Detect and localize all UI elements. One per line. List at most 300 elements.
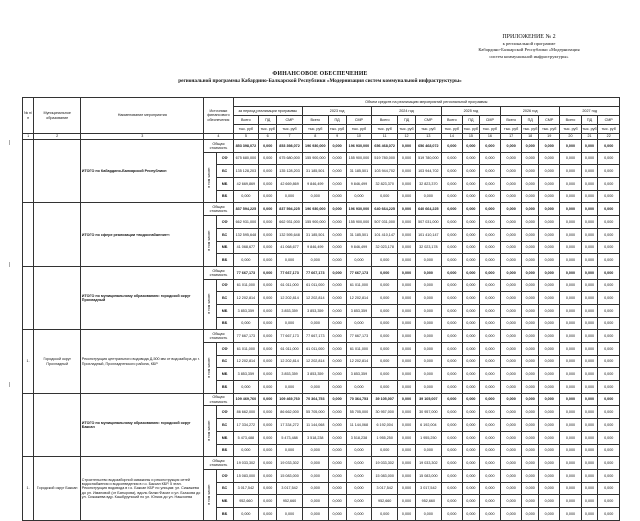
value-cell: 196 930,000 xyxy=(302,140,328,153)
value-cell: 0,000 xyxy=(581,228,598,241)
source-cell: БС xyxy=(216,355,233,368)
value-cell: 0,000 xyxy=(581,241,598,254)
value-cell: 0,000 xyxy=(539,292,560,305)
value-cell: 0,000 xyxy=(372,343,398,356)
value-cell: 0,000 xyxy=(398,304,416,317)
value-cell: 32 023,178 xyxy=(415,241,441,254)
value-cell: 155 900,000 xyxy=(302,216,328,229)
value-cell: 0,000 xyxy=(302,317,328,330)
value-cell: 0,000 xyxy=(598,241,620,254)
value-cell: 0,000 xyxy=(398,355,416,368)
value-cell: 0,000 xyxy=(501,406,522,419)
value-cell: 0,000 xyxy=(328,495,346,508)
value-cell: 32 023,178 xyxy=(372,241,398,254)
value-cell: 0,000 xyxy=(372,507,398,520)
value-cell: 0,000 xyxy=(328,469,346,482)
value-cell: 0,000 xyxy=(398,469,416,482)
value-cell: 0,000 xyxy=(462,495,479,508)
value-cell: 0,000 xyxy=(328,482,346,495)
value-cell: 0,000 xyxy=(398,330,416,343)
value-cell: 0,000 xyxy=(372,266,398,279)
value-cell: 0,000 xyxy=(462,368,479,381)
value-cell: 0,000 xyxy=(398,444,416,457)
value-cell: 0,000 xyxy=(259,266,277,279)
value-cell: 0,000 xyxy=(259,431,277,444)
including-label xyxy=(204,279,216,330)
value-cell: 0,000 xyxy=(598,482,620,495)
header-unit: тыс. руб xyxy=(501,125,522,134)
value-cell: 0,000 xyxy=(560,241,581,254)
value-cell: 0,000 xyxy=(259,140,277,153)
column-number: 21 xyxy=(581,134,598,140)
appendix-line-1: к региональной программе xyxy=(502,41,556,47)
document-title: ФИНАНСОВОЕ ОБЕСПЕЧЕНИЕ xyxy=(272,71,368,77)
value-cell: 0,000 xyxy=(479,457,500,470)
value-cell: 103 944,702 xyxy=(372,165,398,178)
value-cell: 3 853,359 xyxy=(277,304,303,317)
value-cell: 0,000 xyxy=(372,330,398,343)
value-cell: 0,000 xyxy=(598,406,620,419)
value-cell: 0,000 xyxy=(539,203,560,216)
value-cell: 0,000 xyxy=(415,292,441,305)
header-pd: ПД xyxy=(522,116,539,125)
value-cell: 0,000 xyxy=(398,165,416,178)
header-year-2027: 2027 год xyxy=(560,107,620,116)
value-cell: 12 202,814 xyxy=(233,355,259,368)
value-cell: 0,000 xyxy=(598,152,620,165)
header-unit: тыс. руб xyxy=(441,125,462,134)
header-volume: Объем средств на реализацию мероприятий региональной программы xyxy=(233,98,620,107)
table-row xyxy=(23,140,620,153)
value-cell: 656 468,072 xyxy=(372,140,398,153)
value-cell: 675 680,000 xyxy=(277,152,303,165)
value-cell: 0,000 xyxy=(598,165,620,178)
table-row xyxy=(23,266,620,279)
value-cell: 0,000 xyxy=(479,393,500,406)
value-cell: 0,000 xyxy=(462,431,479,444)
value-cell: 0,000 xyxy=(398,343,416,356)
value-cell: 0,000 xyxy=(462,444,479,457)
municipality-cell xyxy=(34,203,81,266)
value-cell: 0,000 xyxy=(598,381,620,394)
value-cell: 15 083,000 xyxy=(233,469,259,482)
value-cell: 0,000 xyxy=(479,254,500,267)
value-cell: 0,000 xyxy=(328,279,346,292)
value-cell: 12 202,814 xyxy=(302,292,328,305)
value-cell: 0,000 xyxy=(479,178,500,191)
header-unit: тыс. руб xyxy=(462,125,479,134)
value-cell: 0,000 xyxy=(560,431,581,444)
value-cell: 0,000 xyxy=(441,178,462,191)
value-cell: 0,000 xyxy=(328,368,346,381)
value-cell: 0,000 xyxy=(598,330,620,343)
value-cell: 0,000 xyxy=(501,507,522,520)
value-cell: 0,000 xyxy=(501,228,522,241)
including-label xyxy=(204,152,216,203)
value-cell: 0,000 xyxy=(522,279,539,292)
municipality-cell xyxy=(34,266,81,329)
value-cell: 0,000 xyxy=(501,393,522,406)
value-cell: 952,660 xyxy=(233,495,259,508)
value-cell: 77 667,173 xyxy=(346,330,372,343)
value-cell: 0,000 xyxy=(539,330,560,343)
value-cell: 0,000 xyxy=(560,507,581,520)
value-cell: 0,000 xyxy=(560,343,581,356)
value-cell: 0,000 xyxy=(398,279,416,292)
value-cell: 0,000 xyxy=(398,140,416,153)
value-cell: 0,000 xyxy=(598,343,620,356)
header-unit: тыс. руб xyxy=(539,125,560,134)
value-cell: 0,000 xyxy=(415,190,441,203)
including-label-text: в том числе: xyxy=(207,293,212,315)
value-cell: 30 957,000 xyxy=(415,406,441,419)
value-cell: 0,000 xyxy=(560,178,581,191)
header-smr: СМР xyxy=(598,116,620,125)
value-cell: 0,000 xyxy=(581,304,598,317)
value-cell: 3 017,542 xyxy=(277,482,303,495)
value-cell: 0,000 xyxy=(522,381,539,394)
column-number: 4 xyxy=(204,134,233,140)
value-cell: 0,000 xyxy=(259,406,277,419)
value-cell: 61 011,000 xyxy=(233,279,259,292)
source-cell: СФ xyxy=(216,406,233,419)
table-body xyxy=(23,134,620,521)
value-cell: 0,000 xyxy=(398,241,416,254)
column-number: 7 xyxy=(277,134,303,140)
value-cell: 0,000 xyxy=(441,152,462,165)
value-cell: 0,000 xyxy=(346,457,372,470)
value-cell: 0,000 xyxy=(441,241,462,254)
value-cell: 0,000 xyxy=(346,444,372,457)
value-cell: 0,000 xyxy=(277,444,303,457)
value-cell: 0,000 xyxy=(328,165,346,178)
column-number: 16 xyxy=(479,134,500,140)
value-cell: 0,000 xyxy=(302,482,328,495)
value-cell: 0,000 xyxy=(522,406,539,419)
value-cell: 0,000 xyxy=(398,152,416,165)
column-number: 8 xyxy=(302,134,328,140)
value-cell: 0,000 xyxy=(501,140,522,153)
value-cell: 0,000 xyxy=(277,190,303,203)
value-cell: 61 011,000 xyxy=(302,343,328,356)
measure-name-cell: ИТОГО по муниципальному образованию: городской округ Прохладный xyxy=(81,266,204,329)
value-cell: 0,000 xyxy=(581,152,598,165)
value-cell: 0,000 xyxy=(479,330,500,343)
value-cell: 0,000 xyxy=(581,165,598,178)
value-cell: 0,000 xyxy=(479,444,500,457)
value-cell: 640 664,225 xyxy=(415,203,441,216)
value-cell: 0,000 xyxy=(277,381,303,394)
column-number: 20 xyxy=(560,134,581,140)
header-unit: тыс. руб xyxy=(598,125,620,134)
value-cell: 0,000 xyxy=(581,140,598,153)
value-cell: 61 011,000 xyxy=(302,279,328,292)
source-cell: СФ xyxy=(216,279,233,292)
value-cell: 0,000 xyxy=(462,292,479,305)
value-cell: 3 518,238 xyxy=(346,431,372,444)
value-cell: 0,000 xyxy=(328,355,346,368)
value-cell: 0,000 xyxy=(581,507,598,520)
value-cell: 0,000 xyxy=(539,469,560,482)
value-cell: 0,000 xyxy=(581,279,598,292)
header-unit: тыс. руб xyxy=(259,125,277,134)
value-cell: 86 662,000 xyxy=(233,406,259,419)
value-cell: 0,000 xyxy=(539,507,560,520)
value-cell: 0,000 xyxy=(441,457,462,470)
table-row xyxy=(23,457,620,470)
value-cell: 0,000 xyxy=(415,343,441,356)
value-cell: 0,000 xyxy=(539,228,560,241)
value-cell: 837 594,225 xyxy=(233,203,259,216)
value-cell: 155 900,000 xyxy=(346,216,372,229)
value-cell: 0,000 xyxy=(501,152,522,165)
value-cell: 55 705,000 xyxy=(302,406,328,419)
source-cell: МБ xyxy=(216,241,233,254)
value-cell: 0,000 xyxy=(398,317,416,330)
value-cell: 42 669,869 xyxy=(233,178,259,191)
value-cell: 0,000 xyxy=(539,266,560,279)
value-cell: 0,000 xyxy=(598,431,620,444)
value-cell: 0,000 xyxy=(539,241,560,254)
value-cell: 0,000 xyxy=(581,178,598,191)
margin-mark xyxy=(9,140,12,145)
including-label xyxy=(204,343,216,394)
value-cell: 0,000 xyxy=(539,431,560,444)
value-cell: 0,000 xyxy=(328,203,346,216)
value-cell: 0,000 xyxy=(560,228,581,241)
header-total-period: за период реализации программы xyxy=(233,107,302,116)
value-cell: 0,000 xyxy=(598,495,620,508)
value-cell: 0,000 xyxy=(522,241,539,254)
column-number: 3 xyxy=(81,134,204,140)
including-label-text: в том числе: xyxy=(207,483,212,505)
value-cell: 0,000 xyxy=(328,292,346,305)
value-cell: 0,000 xyxy=(259,190,277,203)
value-cell: 0,000 xyxy=(441,406,462,419)
header-unit: тыс. руб xyxy=(479,125,500,134)
value-cell: 952,660 xyxy=(372,495,398,508)
value-cell: 0,000 xyxy=(479,241,500,254)
column-number: 17 xyxy=(501,134,522,140)
value-cell: 0,000 xyxy=(415,304,441,317)
value-cell: 0,000 xyxy=(346,381,372,394)
value-cell: 0,000 xyxy=(259,152,277,165)
value-cell: 0,000 xyxy=(479,165,500,178)
value-cell: 853 398,072 xyxy=(233,140,259,153)
value-cell: 0,000 xyxy=(328,304,346,317)
value-cell: 0,000 xyxy=(346,254,372,267)
value-cell: 0,000 xyxy=(598,266,620,279)
value-cell: 31 185,501 xyxy=(346,165,372,178)
value-cell: 0,000 xyxy=(539,368,560,381)
value-cell: 196 930,000 xyxy=(302,203,328,216)
value-cell: 0,000 xyxy=(539,381,560,394)
source-cell: Общая стоимость xyxy=(204,266,233,279)
value-cell: 32 823,370 xyxy=(415,178,441,191)
value-cell: 0,000 xyxy=(539,355,560,368)
source-cell: СФ xyxy=(216,343,233,356)
value-cell: 0,000 xyxy=(259,482,277,495)
value-cell: 0,000 xyxy=(346,317,372,330)
value-cell: 0,000 xyxy=(560,444,581,457)
value-cell: 0,000 xyxy=(302,254,328,267)
source-cell: МБ xyxy=(216,178,233,191)
column-number: 18 xyxy=(522,134,539,140)
value-cell: 0,000 xyxy=(462,266,479,279)
value-cell: 0,000 xyxy=(441,381,462,394)
value-cell: 0,000 xyxy=(522,216,539,229)
measure-name-cell: Строительство водозаборной скважины и реконструкция сетей водоснабжения и водоотведения в г.о. Баксан КБР. 5 этап. Реконструкция водовода в г.о. Баксан КБР по улицам: ул. Сижажева до ул. Имановой (от Батырова), вдоль балки Фасил и ул. Бычкова до ул. Сижажева вдр. Кашбурунский по ул. Юнкиз до ул. Нашхоева xyxy=(81,457,204,520)
value-cell: 0,000 xyxy=(581,203,598,216)
value-cell: 0,000 xyxy=(560,152,581,165)
header-year-2023: 2023 год xyxy=(302,107,371,116)
header-pd: ПД xyxy=(398,116,416,125)
value-cell: 0,000 xyxy=(598,279,620,292)
value-cell: 0,000 xyxy=(398,266,416,279)
value-cell: 11 144,068 xyxy=(302,419,328,432)
value-cell: 0,000 xyxy=(560,469,581,482)
value-cell: 42 669,869 xyxy=(277,178,303,191)
value-cell: 0,000 xyxy=(441,292,462,305)
value-cell: 0,000 xyxy=(398,292,416,305)
value-cell: 39 105,007 xyxy=(415,393,441,406)
value-cell: 0,000 xyxy=(560,355,581,368)
value-cell: 12 202,814 xyxy=(346,292,372,305)
value-cell: 0,000 xyxy=(328,507,346,520)
value-cell: 0,000 xyxy=(462,381,479,394)
value-cell: 0,000 xyxy=(259,292,277,305)
value-cell: 507 031,000 xyxy=(372,216,398,229)
value-cell: 0,000 xyxy=(479,507,500,520)
value-cell: 0,000 xyxy=(328,228,346,241)
column-number: 12 xyxy=(398,134,416,140)
value-cell: 132 595,648 xyxy=(233,228,259,241)
value-cell: 0,000 xyxy=(560,368,581,381)
measure-name-cell: ИТОГО по сфере реализации «водоснабжение»: xyxy=(81,203,204,266)
value-cell: 0,000 xyxy=(441,216,462,229)
value-cell: 853 398,072 xyxy=(277,140,303,153)
value-cell: 6 192,004 xyxy=(372,419,398,432)
header-unit: тыс. руб xyxy=(581,125,598,134)
value-cell: 837 594,225 xyxy=(277,203,303,216)
value-cell: 0,000 xyxy=(598,254,620,267)
value-cell: 15 083,000 xyxy=(372,469,398,482)
value-cell: 0,000 xyxy=(328,406,346,419)
value-cell: 0,000 xyxy=(462,152,479,165)
value-cell: 0,000 xyxy=(560,457,581,470)
including-label-text: в том числе: xyxy=(207,356,212,378)
value-cell: 0,000 xyxy=(346,190,372,203)
value-cell: 0,000 xyxy=(522,140,539,153)
value-cell: 0,000 xyxy=(479,152,500,165)
value-cell: 3 853,359 xyxy=(233,304,259,317)
value-cell: 662 931,000 xyxy=(277,216,303,229)
value-cell: 12 202,814 xyxy=(233,292,259,305)
value-cell: 0,000 xyxy=(328,317,346,330)
value-cell: 0,000 xyxy=(598,228,620,241)
value-cell: 5 473,488 xyxy=(277,431,303,444)
value-cell: 0,000 xyxy=(441,254,462,267)
value-cell: 0,000 xyxy=(259,165,277,178)
value-cell: 662 931,000 xyxy=(233,216,259,229)
source-cell: МБ xyxy=(216,495,233,508)
value-cell: 0,000 xyxy=(441,368,462,381)
value-cell: 0,000 xyxy=(501,190,522,203)
value-cell: 0,000 xyxy=(441,495,462,508)
value-cell: 19 033,302 xyxy=(415,457,441,470)
value-cell: 0,000 xyxy=(501,203,522,216)
value-cell: 155 900,000 xyxy=(302,152,328,165)
value-cell: 519 780,000 xyxy=(415,152,441,165)
value-cell: 3 017,542 xyxy=(372,482,398,495)
value-cell: 0,000 xyxy=(462,355,479,368)
value-cell: 0,000 xyxy=(259,507,277,520)
value-cell: 5 473,488 xyxy=(233,431,259,444)
source-cell: МБ xyxy=(216,304,233,317)
including-label xyxy=(204,406,216,457)
row-number xyxy=(23,393,34,456)
header-municipality: Муниципальное образование xyxy=(34,98,81,134)
value-cell: 0,000 xyxy=(233,381,259,394)
value-cell: 0,000 xyxy=(479,203,500,216)
header-pd: ПД xyxy=(581,116,598,125)
value-cell: 1 955,250 xyxy=(415,431,441,444)
value-cell: 0,000 xyxy=(581,368,598,381)
value-cell: 0,000 xyxy=(462,254,479,267)
source-cell: СФ xyxy=(216,469,233,482)
value-cell: 0,000 xyxy=(441,190,462,203)
value-cell: 0,000 xyxy=(462,165,479,178)
header-unit: тыс. руб xyxy=(372,125,398,134)
value-cell: 0,000 xyxy=(501,165,522,178)
source-cell: Общая стоимость xyxy=(204,330,233,343)
value-cell: 196 930,000 xyxy=(346,140,372,153)
source-cell: МБ xyxy=(216,431,233,444)
value-cell: 0,000 xyxy=(539,419,560,432)
value-cell: 0,000 xyxy=(560,279,581,292)
value-cell: 0,000 xyxy=(598,444,620,457)
value-cell: 0,000 xyxy=(560,140,581,153)
value-cell: 0,000 xyxy=(398,457,416,470)
value-cell: 0,000 xyxy=(560,406,581,419)
value-cell: 77 667,173 xyxy=(346,266,372,279)
header-unit: тыс. руб xyxy=(415,125,441,134)
value-cell: 0,000 xyxy=(598,469,620,482)
value-cell: 77 667,173 xyxy=(233,330,259,343)
header-year-2024: 2024 год xyxy=(372,107,441,116)
value-cell: 70 364,753 xyxy=(302,393,328,406)
value-cell: 0,000 xyxy=(522,254,539,267)
value-cell: 0,000 xyxy=(259,355,277,368)
value-cell: 0,000 xyxy=(581,190,598,203)
value-cell: 0,000 xyxy=(539,406,560,419)
value-cell: 0,000 xyxy=(398,190,416,203)
value-cell: 0,000 xyxy=(328,266,346,279)
value-cell: 0,000 xyxy=(501,355,522,368)
value-cell: 0,000 xyxy=(522,495,539,508)
source-cell: ВБ xyxy=(216,507,233,520)
value-cell: 0,000 xyxy=(581,393,598,406)
value-cell: 0,000 xyxy=(539,482,560,495)
value-cell: 0,000 xyxy=(560,482,581,495)
value-cell: 0,000 xyxy=(501,368,522,381)
value-cell: 0,000 xyxy=(462,304,479,317)
value-cell: 86 662,000 xyxy=(277,406,303,419)
value-cell: 0,000 xyxy=(328,152,346,165)
value-cell: 0,000 xyxy=(522,507,539,520)
value-cell: 3 853,359 xyxy=(233,368,259,381)
value-cell: 0,000 xyxy=(560,419,581,432)
